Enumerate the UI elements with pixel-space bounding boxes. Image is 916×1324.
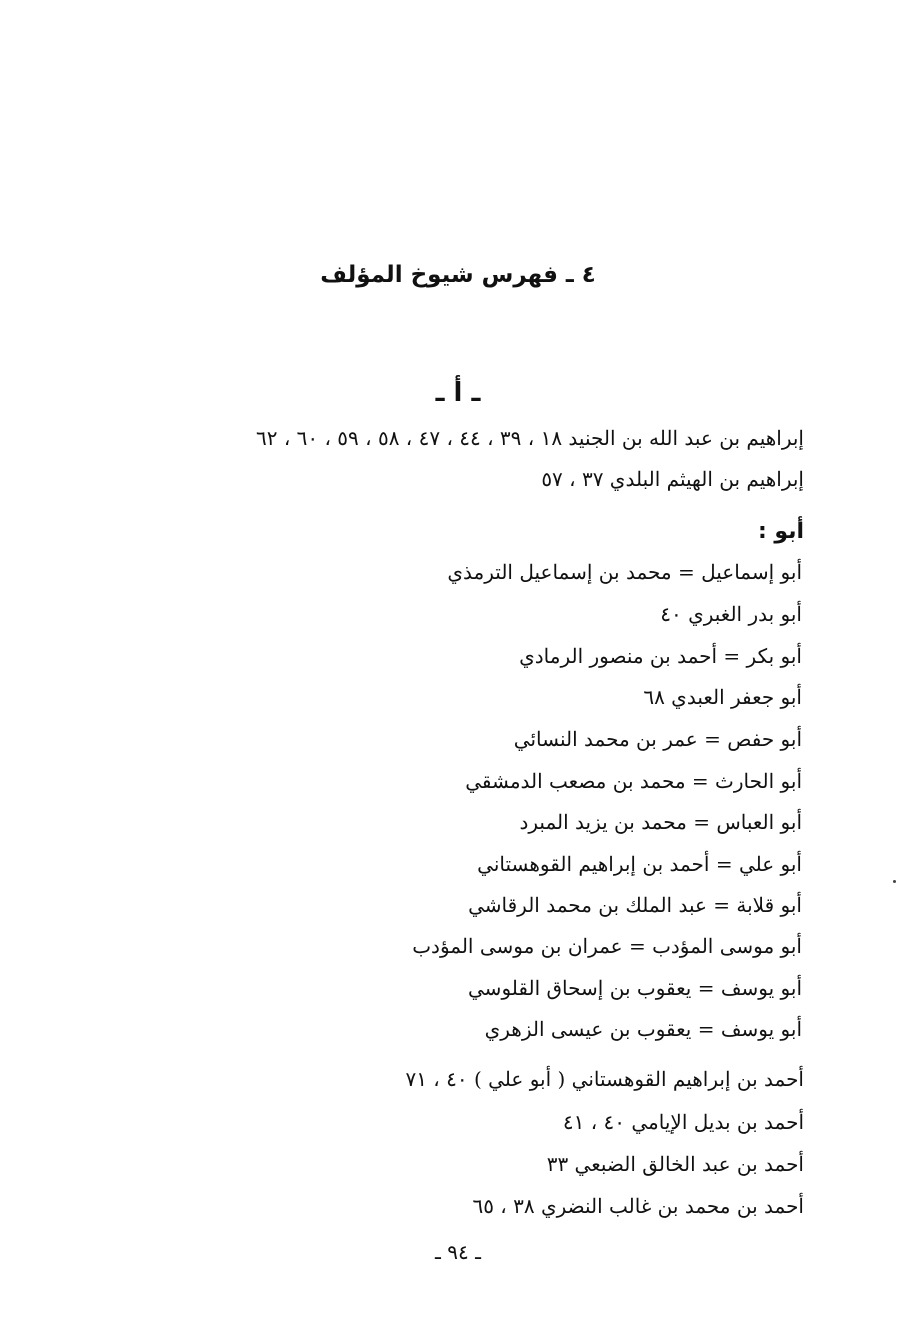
section-letter: ـ أ ـ [435, 378, 481, 408]
abu-entry: أبو قلابة = عبد الملك بن محمد الرقاشي [468, 893, 802, 917]
abu-entry: أبو إسماعيل = محمد بن إسماعيل الترمذي [447, 560, 802, 584]
abu-heading: أبو : [757, 519, 804, 544]
index-entry: أحمد بن عبد الخالق الضبعي ٣٣ [546, 1152, 804, 1176]
index-title: ٤ ـ فهرس شيوخ المؤلف [320, 262, 596, 288]
abu-entry: أبو موسى المؤدب = عمران بن موسى المؤدب [412, 934, 802, 958]
page-number: ـ ٩٤ ـ [435, 1240, 481, 1264]
index-entry: أحمد بن محمد بن غالب النضري ٣٨ ، ٦٥ [472, 1194, 804, 1218]
abu-entry: أبو الحارث = محمد بن مصعب الدمشقي [465, 769, 802, 793]
index-entry: إبراهيم بن الهيثم البلدي ٣٧ ، ٥٧ [541, 467, 804, 491]
abu-entry: أبو العباس = محمد بن يزيد المبرد [519, 810, 802, 834]
index-entry: إبراهيم بن عبد الله بن الجنيد ١٨ ، ٣٩ ، ٤٤ ، ٤٧ ، ٥٨ ، ٥٩ ، ٦٠ ، ٦٢ [255, 426, 804, 450]
abu-entry: أبو يوسف = يعقوب بن عيسى الزهري [484, 1017, 802, 1041]
abu-entry: أبو حفص = عمر بن محمد النسائي [513, 727, 802, 751]
index-entry: أحمد بن بديل الإيامي ٤٠ ، ٤١ [562, 1110, 804, 1134]
abu-entry: أبو بكر = أحمد بن منصور الرمادي [519, 644, 802, 668]
scan-speck [893, 880, 896, 883]
abu-entry: أبو جعفر العبدي ٦٨ [643, 685, 802, 709]
index-entry: أحمد بن إبراهيم القوهستاني ( أبو علي ) ٤٠ ، ٧١ [405, 1067, 804, 1091]
abu-entry: أبو يوسف = يعقوب بن إسحاق القلوسي [468, 976, 802, 1000]
abu-entry: أبو بدر الغبري ٤٠ [660, 602, 802, 626]
abu-entry: أبو علي = أحمد بن إبراهيم القوهستاني [477, 852, 802, 876]
